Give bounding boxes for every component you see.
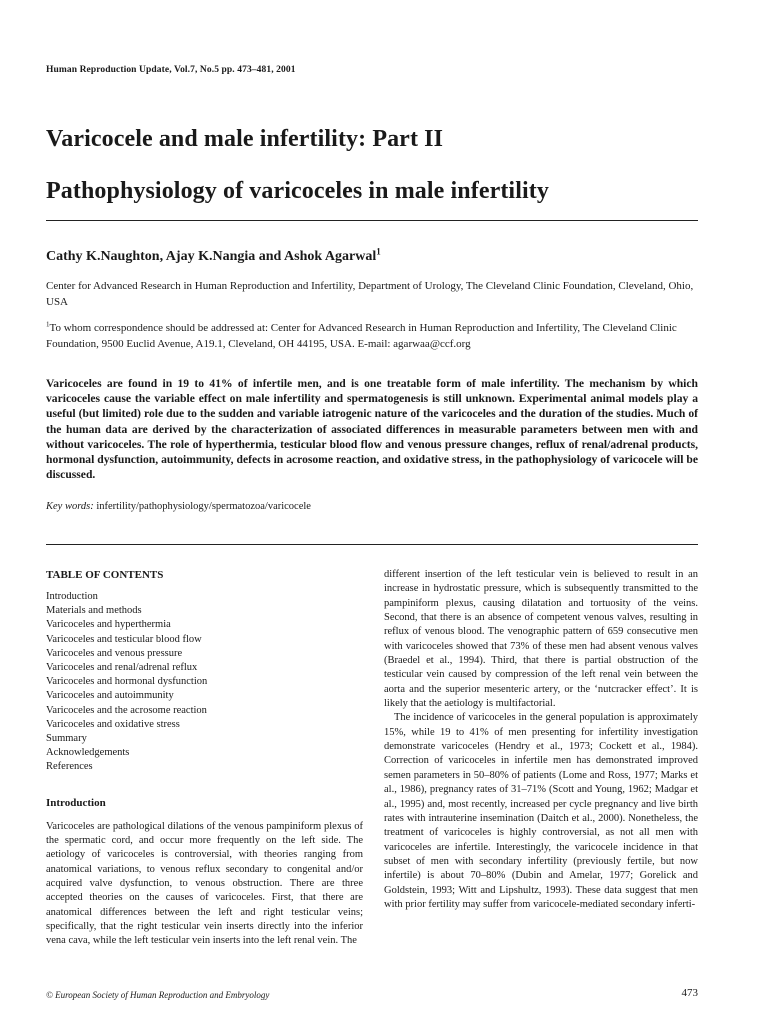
- toc-item: Varicoceles and venous pressure: [46, 647, 183, 659]
- correspondence-note: [46, 320, 706, 352]
- copyright-footer: © European Society of Human Reproduction and Embryology: [46, 990, 270, 1000]
- keywords-list: infertility/pathophysiology/spermatozoa/varicocele: [96, 501, 311, 512]
- toc-item: Summary: [46, 733, 87, 745]
- keywords-label: Key words:: [46, 501, 94, 512]
- right-column: [384, 568, 698, 912]
- author-list: [46, 246, 381, 265]
- article-title: Varicocele and male infertility: Part II: [46, 126, 444, 152]
- toc-item: Varicoceles and autoimmunity: [46, 690, 174, 702]
- toc-item: Varicoceles and hormonal dysfunction: [46, 676, 208, 688]
- author-affiliation: Center for Advanced Research in Human Reproduction and Infertility, Department of Urology, The Cleveland Clinic Foundation, Cleveland, Ohio, USA: [46, 280, 694, 308]
- toc-item: Acknowledgements: [46, 747, 130, 759]
- correspondence-marker: 1: [46, 320, 50, 329]
- article-subtitle: Pathophysiology of varicoceles in male infertility: [46, 178, 549, 204]
- body-paragraph: different insertion of the left testicular vein is believed to result in an increase in hydrostatic pressure, which is subsequently transmitted to the pampiniform plexus, causing dilatation and tortuosity of the veins. Second, that there is an absence of competent venous valves, resulting in reflux of venous blood. The venographic pattern of 659 consecutive men with varicoceles showed that 73% of these men had absent venous valves (Braedel et al., 1994). Third, that there is partial obstruction of the testicular vein caused by compression of the left renal vein between the aorta and the superior mesenteric artery, or the ‘nutcracker effect’. It is likely that the aetiology is multifactorial.: [384, 569, 698, 710]
- header-divider: [46, 220, 698, 221]
- introduction-heading: Introduction: [46, 796, 106, 809]
- journal-citation: Human Reproduction Update, Vol.7, No.5 pp. 473–481, 2001: [46, 65, 296, 75]
- keywords: [46, 501, 311, 512]
- body-paragraph: The incidence of varicoceles in the general population is approximately 15%, while 19 to 41% of men presenting for infertility investigation demonstrate varicoceles (Hendry et al., 1973; Cockett et al., 1984). Correction of varicoceles in infertile men has demonstrated improved semen parameters in 50–80% of patients (Lome and Ross, 1977; Marks et al., 1986), pregnancy rates of 31–71% (Scott and Young, 1962; Madgar et al., 1995) and, most recently, increased per cycle pregnancy and live birth rates with intrauterine insemination (Daitch et al., 2000). Nonetheless, the treatment of varicoceles is highly controversial, as not all men with varicoceles are infertile. Interestingly, the varicocele incidence in that subset of men with secondary infertility (previously fertile, but now infertile) is about 70–80% (Dubin and Amelar, 1977; Gorelick and Goldstein, 1993; Witt and Lipshultz, 1993). These data suggest that men with prior fertility may suffer from varicocele-mediated secondary inferti-: [384, 712, 698, 910]
- toc-item: Varicoceles and oxidative stress: [46, 718, 180, 730]
- left-column: [46, 569, 363, 949]
- abstract: Varicoceles are found in 19 to 41% of infertile men, and is one treatable form of male infertility. The mechanism by which varicoceles cause the variable effect on male infertility and spermatogenesis is still unknown. Experimental animal models play a useful (but limited) role due to the sudden and variable iatrogenic nature of the varicoceles and the duration of the studies. Much of the human data are derived by the characterization of associated differences in measurable parameters between men with and without varicoceles. The role of hyperthermia, testicular blood flow and venous pressure changes, reflux of renal/adrenal products, hormonal dysfunction, autoimmunity, defects in acrosome reaction, and oxidative stress, in the pathophysiology of varicocele will be discussed.: [46, 377, 698, 482]
- toc-item: Varicoceles and the acrosome reaction: [46, 704, 207, 716]
- toc-heading: TABLE OF CONTENTS: [46, 569, 164, 581]
- correspondence-text: To whom correspondence should be addressed at: Center for Advanced Research in Human Reproduction and Infertility, The Cleveland Clinic Foundation, 9500 Euclid Avenue, A19.1, Cleveland, OH 44195, USA. E-mail: agarwaa@ccf.org: [46, 322, 677, 350]
- toc-item: Materials and methods: [46, 605, 142, 617]
- toc-item: Introduction: [46, 591, 98, 602]
- page-number: 473: [681, 987, 698, 999]
- toc-item: References: [46, 761, 93, 773]
- toc-item: Varicoceles and testicular blood flow: [46, 633, 202, 645]
- abstract-divider: [46, 544, 698, 545]
- author-names: Cathy K.Naughton, Ajay K.Nangia and Ashok Agarwal: [46, 249, 377, 264]
- author-footnote-marker: 1: [376, 246, 381, 257]
- table-of-contents: [46, 590, 363, 775]
- toc-item: Varicoceles and renal/adrenal reflux: [46, 662, 198, 674]
- toc-item: Varicoceles and hyperthermia: [46, 619, 171, 631]
- introduction-paragraph: Varicoceles are pathological dilations of the venous pampiniform plexus of the spermatic cord, and occur more frequently on the left side. The aetiology of varicoceles is controversial, with theories ranging from anatomical variations, to venous reflux secondary to congenital and/or acquired valve dysfunction, to venous obstruction. There are three accepted theories on the causes of varicoceles. First, that there are anatomical differences between the left and right testicular veins; specifically, that the right testicular vein inserts directly into the inferior vena cava, while the left testicular vein inserts into the left renal vein. The: [46, 820, 363, 947]
